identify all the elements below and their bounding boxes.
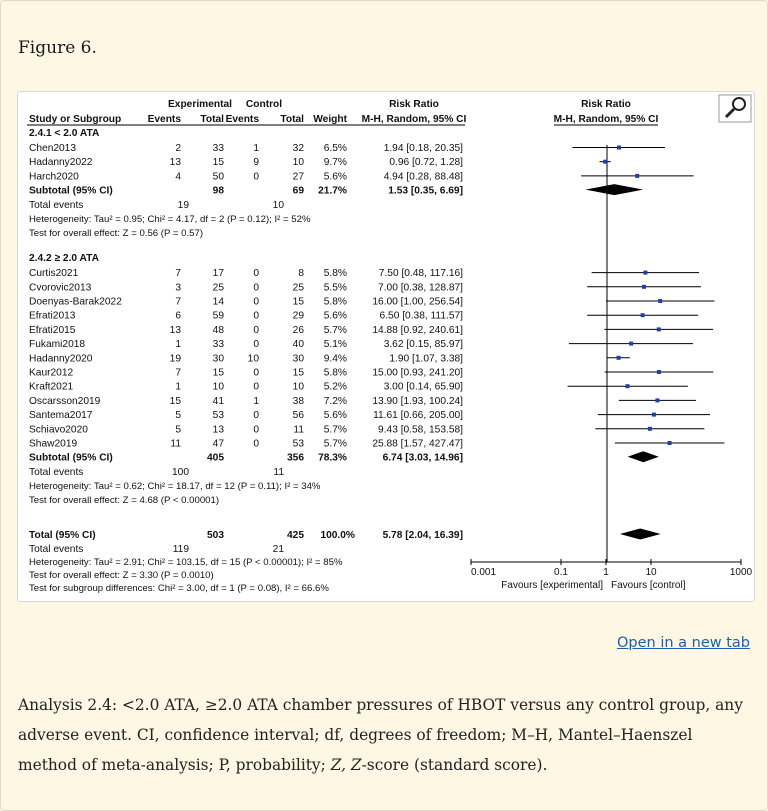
subgroup-2-study-5-point [657, 327, 661, 331]
subgroup-2-study-7-point [617, 356, 621, 360]
subgroup-2-study-8-name: Kaur2012 [29, 367, 74, 379]
subgroup-2-study-7-ci: 1.90 [1.07, 3.38] [389, 353, 463, 365]
subgroup-2-study-11-exp-total: 53 [212, 410, 224, 422]
header-study: Study or Subgroup [29, 114, 122, 125]
favours-control-label: Favours [control] [611, 580, 686, 591]
subgroup-2-study-11-point [652, 413, 656, 417]
subgroup-2-study-1-ci: 7.50 [0.48, 117.16] [378, 268, 463, 280]
subgroup-2-study-9-name: Kraft2021 [29, 381, 74, 393]
subgroup-2-study-10-exp-events: 15 [169, 395, 181, 407]
subgroup-2-study-2-exp-events: 3 [175, 282, 181, 294]
x-axis-tick-label-4: 10 [645, 567, 657, 578]
subgroup-2-study-10-ci: 13.90 [1.93, 100.24] [372, 395, 463, 407]
subgroup-2-study-11-ctrl-events: 0 [253, 410, 259, 422]
header-weight: Weight [313, 114, 347, 125]
subgroup-2-study-8-ctrl-total: 15 [292, 367, 304, 379]
subgroup-2-study-4-ctrl-events: 0 [253, 310, 259, 322]
subgroup-2-subtotal-ctrl-total: 356 [287, 452, 304, 464]
caption-z-italic: Z, Z [330, 756, 362, 774]
subgroup-2-study-7-ctrl-total: 30 [292, 353, 304, 365]
total-ctrl-total: 425 [287, 530, 304, 541]
subgroup-1-study-1-point [617, 146, 621, 150]
subgroup-1-total-events-exp: 19 [177, 200, 189, 212]
subgroup-2-study-5-name: Efrati2015 [29, 324, 76, 336]
subgroup-differences-test: Test for subgroup differences: Chi² = 3.00, df = 1 (P = 0.08), I² = 66.6% [29, 583, 329, 594]
subgroup-2-study-2-ctrl-events: 0 [253, 282, 259, 294]
subgroup-2-heterogeneity: Heterogeneity: Tau² = 0.62; Chi² = 18.17, df = 12 (P = 0.11); I² = 34% [29, 481, 321, 493]
subgroup-1-study-2-name: Hadanny2022 [29, 157, 93, 169]
subgroup-2-study-5-ctrl-events: 0 [253, 324, 259, 336]
subgroup-2-study-13-ctrl-events: 0 [253, 438, 259, 450]
subgroup-2-study-10-ctrl-events: 1 [253, 395, 259, 407]
header-experimental: Experimental [168, 99, 232, 110]
subgroup-2-study-11-ctrl-total: 56 [292, 410, 304, 422]
subgroup-2-study-6-ctrl-events: 0 [253, 339, 259, 351]
subgroup-2-study-7-ctrl-events: 10 [247, 353, 259, 365]
header-risk-ratio-plot: Risk Ratio [581, 99, 631, 110]
subgroup-2-study-4-weight: 5.6% [323, 310, 347, 322]
figure-caption [18, 690, 753, 780]
subgroup-2-study-1-point [643, 271, 647, 275]
subgroup-2-study-12-exp-events: 5 [175, 424, 181, 436]
subgroup-2-total-events-exp: 100 [172, 467, 189, 479]
subgroup-2-study-9-exp-events: 1 [175, 381, 181, 393]
subgroup-2-study-5-ctrl-total: 26 [292, 324, 304, 336]
subgroup-2-study-6-weight: 5.1% [323, 339, 347, 351]
subgroup-2-study-2-ci: 7.00 [0.38, 128.87] [378, 282, 463, 294]
overall-effect-test: Test for overall effect: Z = 3.30 (P = 0.0010) [29, 570, 214, 581]
subgroup-2-study-3-ci: 16.00 [1.00, 256.54] [372, 296, 463, 308]
open-in-new-tab-link[interactable]: Open in a new tab [616, 635, 750, 651]
caption-text-2: -score (standard score). [361, 756, 548, 774]
subgroup-2-study-9-ci: 3.00 [0.14, 65.90] [383, 381, 463, 393]
figure-title: Figure 6. [18, 38, 97, 58]
subgroup-2-study-3-point [658, 299, 662, 303]
subgroup-1-subtotal-label: Subtotal (95% CI) [29, 185, 113, 197]
subgroup-1-subtotal-exp-total: 98 [212, 185, 224, 197]
subgroup-1-study-2-exp-events: 13 [169, 157, 181, 169]
subgroup-2-study-10-weight: 7.2% [323, 395, 347, 407]
subgroup-2-study-10-exp-total: 41 [212, 395, 224, 407]
subgroup-2-study-12-weight: 5.7% [323, 424, 347, 436]
subgroup-2-title: 2.4.2 ≥ 2.0 ATA [29, 253, 99, 265]
subgroup-2-study-4-point [641, 313, 645, 317]
subgroup-2-study-1-name: Curtis2021 [29, 268, 79, 280]
overall-total-events-exp: 119 [172, 544, 189, 555]
header-exp-events: Events [147, 114, 181, 125]
subgroup-2-study-13-ctrl-total: 53 [292, 438, 304, 450]
total-exp-total: 503 [207, 530, 224, 541]
subgroup-2-study-8-exp-total: 15 [212, 367, 224, 379]
subgroup-2-subtotal-label: Subtotal (95% CI) [29, 452, 113, 464]
subgroup-1-subtotal-ctrl-total: 69 [292, 185, 304, 197]
caption-text-1: Analysis 2.4: <2.0 ATA, ≥2.0 ATA chamber pressures of HBOT versus any control group, any adverse event. CI, confidence interval; df, degrees of freedom; M–H, Mantel–Haenszel method of meta-analysis; P, probability; [18, 696, 743, 774]
subgroup-2-study-13-name: Shaw2019 [29, 438, 78, 450]
subgroup-2-study-4-ci: 6.50 [0.38, 111.57] [379, 310, 463, 322]
subgroup-1-subtotal-weight: 21.7% [318, 185, 347, 197]
subgroup-2-study-3-weight: 5.8% [323, 296, 347, 308]
overall-total-events-ctrl: 21 [272, 544, 284, 555]
subgroup-1-study-2-ctrl-events: 9 [253, 157, 259, 169]
header-ctrl-total: Total [280, 114, 304, 125]
subgroup-2-study-4-ctrl-total: 29 [292, 310, 304, 322]
subgroup-2-study-1-ctrl-events: 0 [253, 268, 259, 280]
subgroup-2-study-10-name: Oscarsson2019 [29, 395, 101, 407]
subgroup-2-study-6-ctrl-total: 40 [292, 339, 304, 351]
subgroup-2-study-1-exp-total: 17 [212, 268, 224, 280]
subgroup-1-study-1-ctrl-events: 1 [253, 143, 259, 154]
subgroup-2-study-12-ctrl-events: 0 [253, 424, 259, 436]
subgroup-2-study-2-point [642, 285, 646, 289]
subgroup-2-study-13-ci: 25.88 [1.57, 427.47] [372, 438, 463, 450]
subgroup-2-total-events-ctrl: 11 [273, 467, 284, 479]
subgroup-2-subtotal-ci: 6.74 [3.03, 14.96] [382, 452, 463, 464]
subgroup-2-study-5-exp-events: 13 [169, 324, 181, 336]
subgroup-1-study-1-exp-events: 2 [175, 143, 181, 154]
subgroup-2-study-1-exp-events: 7 [175, 268, 181, 280]
subgroup-1-study-3-name: Harch2020 [29, 171, 79, 183]
x-axis-tick-label-3: 1 [603, 567, 609, 578]
subgroup-1-study-1-exp-total: 33 [212, 143, 224, 154]
subgroup-1-study-2-ci: 0.96 [0.72, 1.28] [389, 157, 463, 169]
subgroup-2-study-7-exp-total: 30 [212, 353, 224, 365]
subgroup-2-total-events-label: Total events [29, 467, 84, 479]
subgroup-1-subtotal-diamond [585, 184, 643, 195]
subgroup-2-study-9-point [625, 384, 629, 388]
subgroup-1-subtotal-ci: 1.53 [0.35, 6.69] [388, 185, 463, 197]
subgroup-2-subtotal-diamond [628, 451, 659, 462]
subgroup-2-study-2-ctrl-total: 25 [292, 282, 304, 294]
subgroup-2-study-6-ci: 3.62 [0.15, 85.97] [383, 339, 463, 351]
subgroup-2-study-4-exp-events: 6 [175, 310, 181, 322]
overall-total-events-label: Total events [29, 544, 84, 555]
subgroup-2-study-9-ctrl-events: 0 [253, 381, 259, 393]
header-control: Control [245, 99, 283, 110]
subgroup-2-study-3-exp-events: 7 [175, 296, 181, 308]
subgroup-2-study-2-exp-total: 25 [212, 282, 224, 294]
forest-plot-figure [17, 91, 755, 602]
x-axis-tick-label-5: 1000 [729, 567, 753, 578]
subgroup-2-study-10-point [655, 398, 659, 402]
subgroup-2-study-11-exp-events: 5 [175, 410, 181, 422]
subgroup-1-total-events-label: Total events [29, 200, 84, 212]
subgroup-1-study-2-ctrl-total: 10 [292, 157, 304, 169]
subgroup-2-study-5-ci: 14.88 [0.92, 240.61] [372, 324, 463, 336]
subgroup-2-study-8-point [657, 370, 661, 374]
x-axis-tick-label-1: 0.001 [471, 567, 497, 578]
total-diamond [620, 529, 661, 540]
subgroup-2-study-8-ci: 15.00 [0.93, 241.20] [372, 367, 463, 379]
total-weight: 100.0% [320, 530, 355, 541]
forest-plot-svg [18, 92, 754, 601]
subgroup-1-study-3-exp-total: 50 [212, 171, 224, 183]
subgroup-2-study-12-point [648, 427, 652, 431]
total-label: Total (95% CI) [29, 530, 96, 541]
subgroup-2-study-13-exp-total: 47 [212, 438, 224, 450]
total-ci: 5.78 [2.04, 16.39] [382, 530, 463, 541]
subgroup-2-study-5-weight: 5.7% [323, 324, 347, 336]
subgroup-2-study-12-ctrl-total: 11 [293, 424, 304, 436]
subgroup-1-study-3-ci: 4.94 [0.28, 88.48] [383, 171, 463, 183]
subgroup-2-study-8-exp-events: 7 [175, 367, 181, 379]
header-method: M-H, Random, 95% CI [361, 114, 467, 125]
subgroup-1-study-3-ctrl-events: 0 [253, 171, 259, 183]
subgroup-1-study-3-point [635, 174, 639, 178]
header-method-plot: M-H, Random, 95% CI [553, 114, 659, 125]
subgroup-1-heterogeneity: Heterogeneity: Tau² = 0.95; Chi² = 4.17, df = 2 (P = 0.12); I² = 52% [29, 214, 311, 226]
subgroup-1-title: 2.4.1 < 2.0 ATA [29, 128, 100, 139]
subgroup-2-study-3-ctrl-total: 15 [292, 296, 304, 308]
subgroup-2-study-1-ctrl-total: 8 [298, 268, 304, 280]
subgroup-2-study-5-exp-total: 48 [212, 324, 224, 336]
subgroup-2-study-11-weight: 5.6% [323, 410, 347, 422]
subgroup-1-study-3-weight: 5.6% [323, 171, 347, 183]
header-ctrl-events: Events [225, 114, 259, 125]
subgroup-1-study-3-ctrl-total: 27 [292, 171, 304, 183]
subgroup-2-study-1-weight: 5.8% [323, 268, 347, 280]
subgroup-2-study-4-name: Efrati2013 [29, 310, 76, 322]
overall-heterogeneity: Heterogeneity: Tau² = 2.91; Chi² = 103.15, df = 15 (P < 0.00001); I² = 85% [29, 557, 343, 568]
subgroup-2-study-3-name: Doenyas-Barak2022 [29, 296, 122, 308]
subgroup-1-study-1-name: Chen2013 [29, 143, 77, 154]
subgroup-2-study-12-name: Schiavo2020 [29, 424, 88, 436]
subgroup-2-study-7-weight: 9.4% [323, 353, 347, 365]
subgroup-1-study-2-weight: 9.7% [323, 157, 347, 169]
favours-experimental-label: Favours [experimental] [501, 580, 603, 591]
subgroup-2-study-13-point [668, 441, 672, 445]
subgroup-2-subtotal-weight: 78.3% [318, 452, 347, 464]
subgroup-2-study-11-name: Santema2017 [29, 410, 93, 422]
subgroup-1-study-1-ci: 1.94 [0.18, 20.35] [383, 143, 463, 154]
header-exp-total: Total [200, 114, 224, 125]
subgroup-2-study-7-name: Hadanny2020 [29, 353, 93, 365]
subgroup-1-total-events-ctrl: 10 [272, 200, 284, 212]
subgroup-2-study-3-exp-total: 14 [212, 296, 224, 308]
subgroup-2-study-9-ctrl-total: 10 [292, 381, 304, 393]
subgroup-1-study-3-exp-events: 4 [175, 171, 181, 183]
subgroup-2-study-2-name: Cvorovic2013 [29, 282, 92, 294]
subgroup-2-overall-effect: Test for overall effect: Z = 4.68 (P < 0.00001) [29, 495, 220, 507]
subgroup-2-subtotal-exp-total: 405 [207, 452, 224, 464]
subgroup-1-overall-effect: Test for overall effect: Z = 0.56 (P = 0.57) [29, 228, 204, 240]
subgroup-2-study-8-weight: 5.8% [323, 367, 347, 379]
subgroup-2-study-6-exp-total: 33 [212, 339, 224, 351]
subgroup-2-study-2-weight: 5.5% [323, 282, 347, 294]
subgroup-2-study-6-point [629, 342, 633, 346]
subgroup-1-study-2-exp-total: 15 [212, 157, 224, 169]
subgroup-2-study-12-exp-total: 13 [212, 424, 224, 436]
subgroup-2-study-9-weight: 5.2% [323, 381, 347, 393]
header-risk-ratio: Risk Ratio [389, 99, 439, 110]
subgroup-2-study-7-exp-events: 19 [169, 353, 181, 365]
subgroup-2-study-13-exp-events: 11 [170, 438, 181, 450]
subgroup-2-study-6-name: Fukami2018 [29, 339, 86, 351]
subgroup-2-study-12-ci: 9.43 [0.58, 153.58] [378, 424, 463, 436]
subgroup-2-study-9-exp-total: 10 [212, 381, 224, 393]
subgroup-2-study-10-ctrl-total: 38 [292, 395, 304, 407]
subgroup-2-study-11-ci: 11.61 [0.66, 205.00] [373, 410, 463, 422]
subgroup-2-study-8-ctrl-events: 0 [253, 367, 259, 379]
subgroup-1-study-2-point [603, 160, 607, 164]
subgroup-1-study-1-ctrl-total: 32 [292, 143, 304, 154]
subgroup-1-study-1-weight: 6.5% [323, 143, 347, 154]
subgroup-2-study-6-exp-events: 1 [175, 339, 181, 351]
x-axis-tick-label-2: 0.1 [554, 567, 568, 578]
subgroup-2-study-13-weight: 5.7% [323, 438, 347, 450]
subgroup-2-study-3-ctrl-events: 0 [253, 296, 259, 308]
subgroup-2-study-4-exp-total: 59 [212, 310, 224, 322]
